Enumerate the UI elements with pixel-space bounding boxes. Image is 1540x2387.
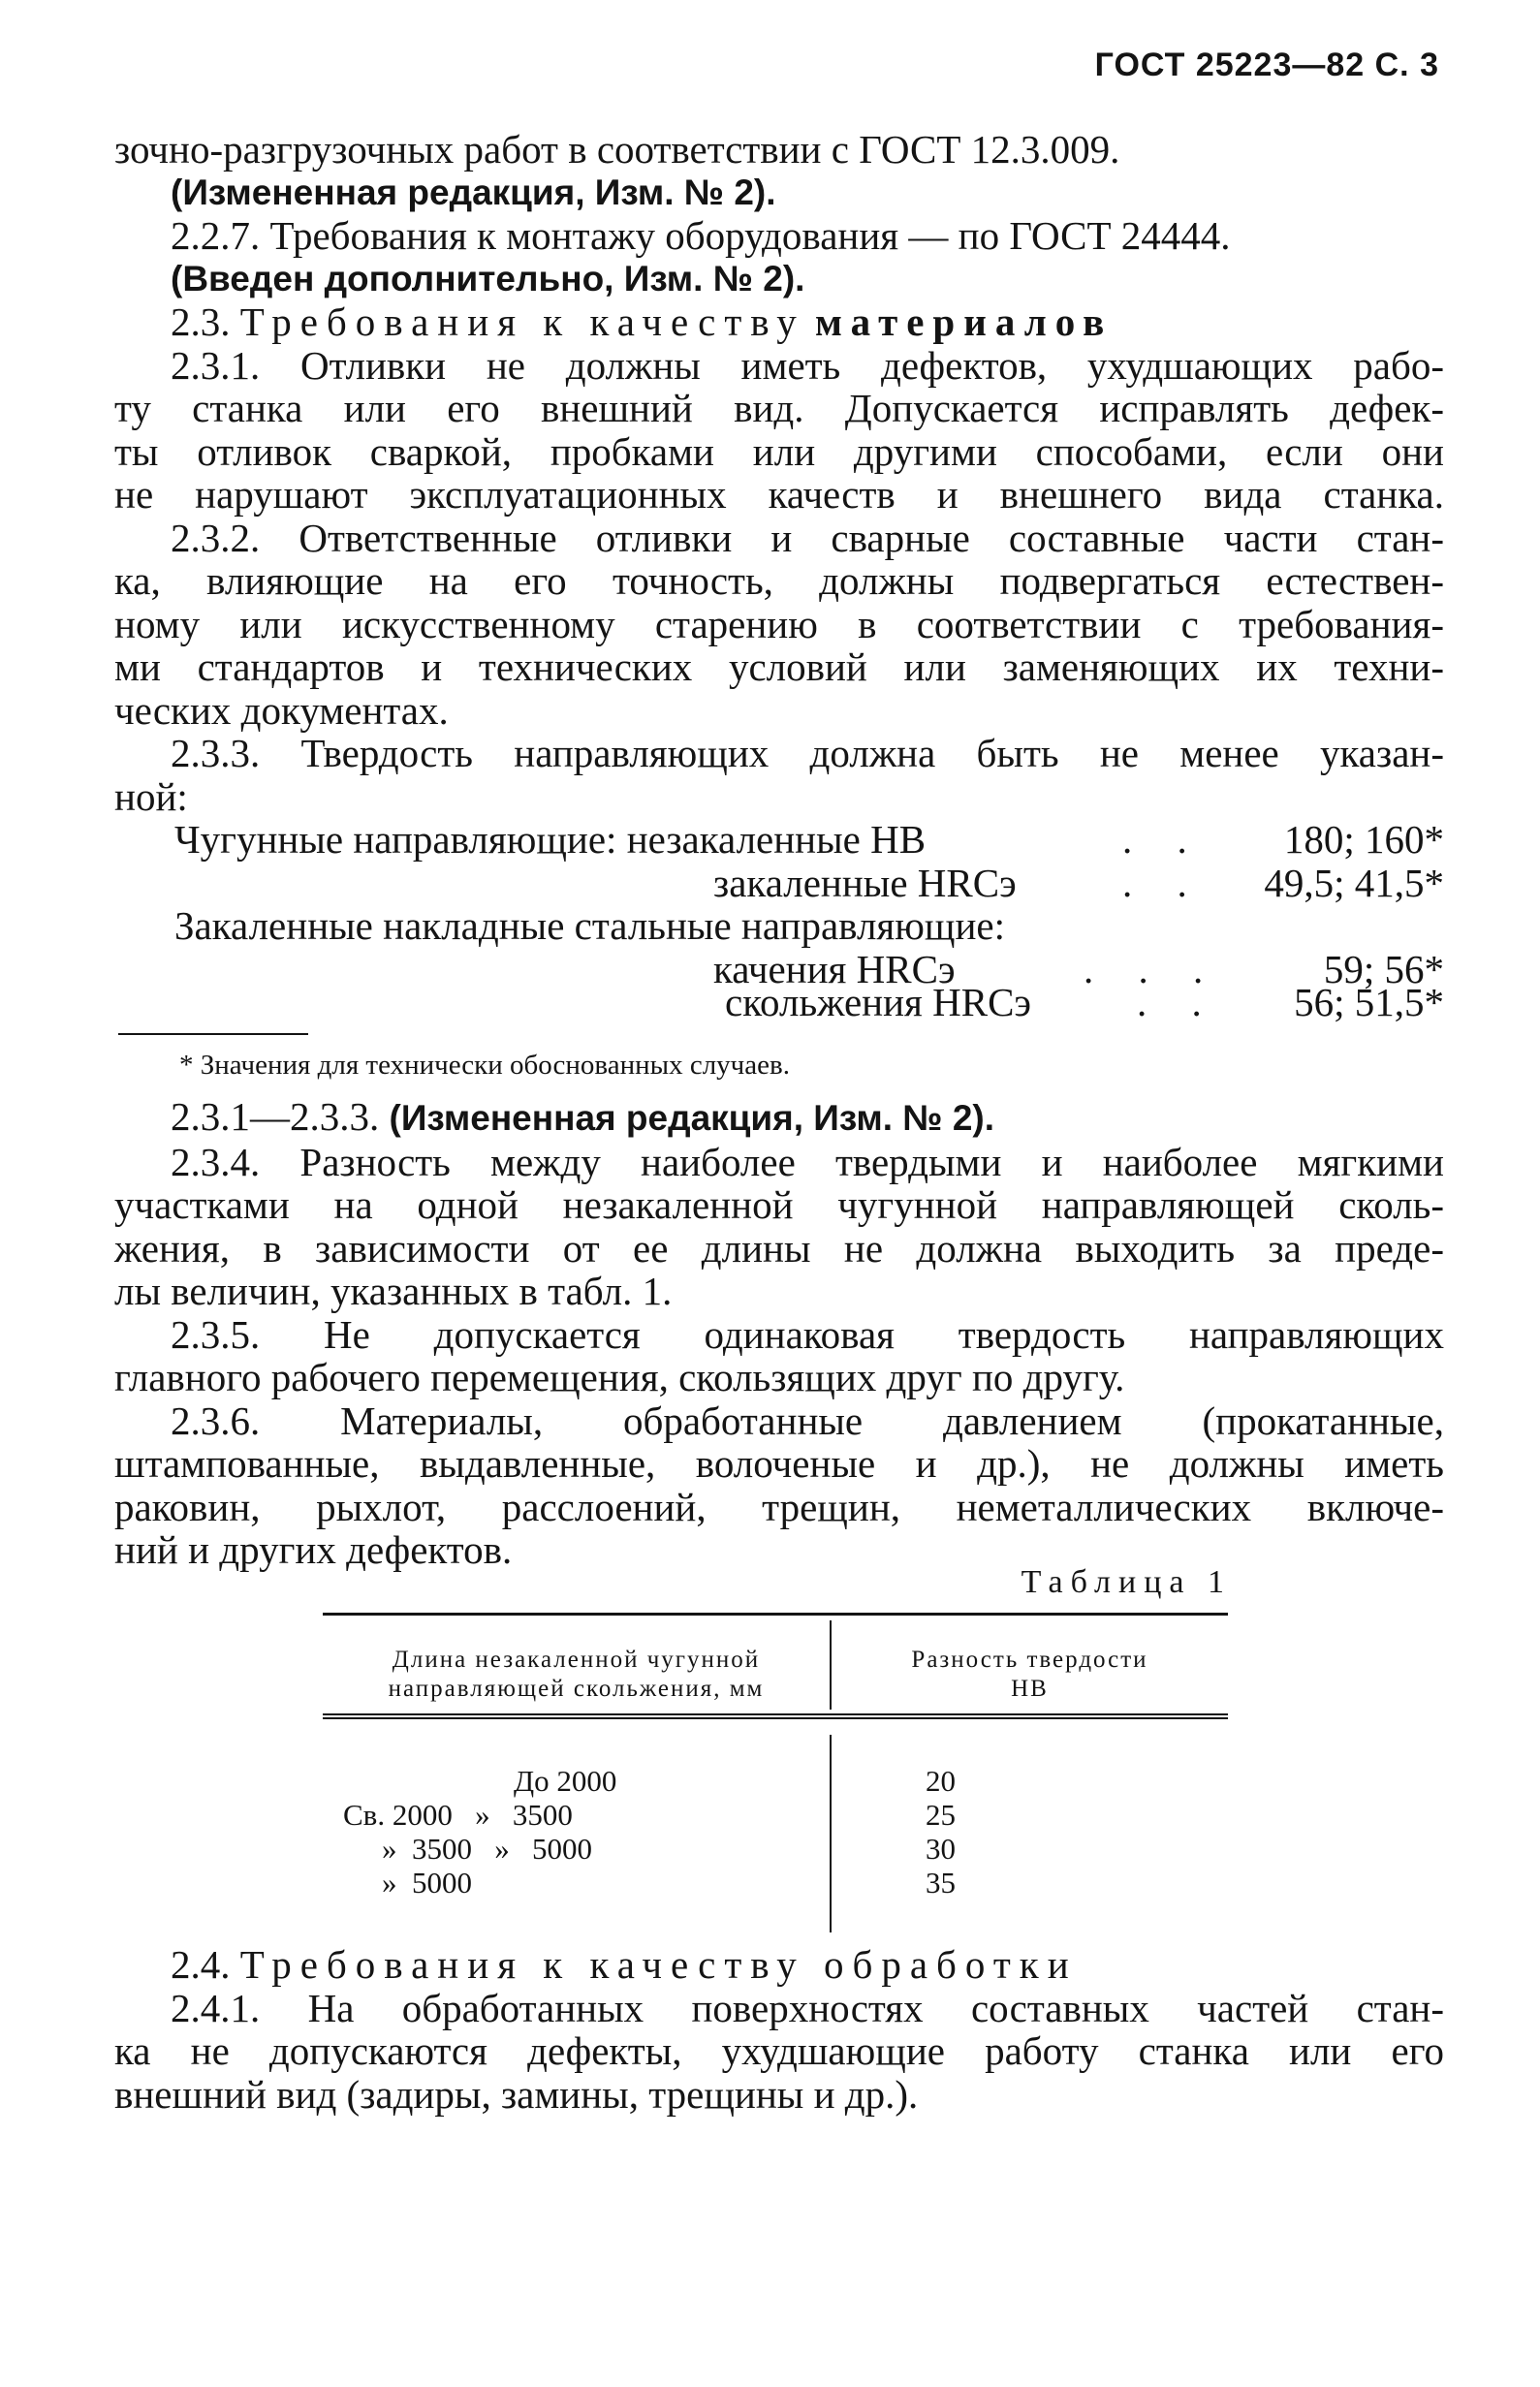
section-heading [114, 1943, 1444, 1987]
leader-dots: . . . [1084, 946, 1221, 991]
body-top [114, 128, 1444, 990]
table-header-rule [323, 1717, 1228, 1719]
paragraph-line: ту станка или его внешний вид. Допускается исправлять дефек- [114, 386, 1444, 430]
section-range: 2.3.1—2.3.3. [171, 1094, 380, 1139]
section-number: 2.3. [171, 299, 231, 344]
paragraph-line: 2.3.1. Отливки не должны иметь дефектов, ухудшающих рабо- [171, 342, 1444, 388]
paragraph-line: ты отливок сваркой, пробками или другими способами, если они [114, 428, 1444, 474]
hardness-label: Чугунные направляющие: незакаленные HB [174, 817, 927, 862]
header-line: Длина незакаленной чугунной [392, 1647, 761, 1673]
hardness-row [114, 818, 1444, 862]
table-caption: Таблица 1 [1021, 1564, 1232, 1600]
paragraph-line: 2.3.6. Материалы, обработанные давлением (прокатанные, [171, 1398, 1444, 1443]
hardness-list [114, 981, 1444, 1024]
footnote-rule [118, 1033, 308, 1035]
hardness-label: качения HRCэ [713, 946, 956, 991]
paragraph-line: участками на одной незакаленной чугунной направляющей сколь- [114, 1182, 1444, 1227]
column-header-hardness [832, 1646, 1228, 1704]
paragraph-line: 2.3.5. Не допускается одинаковая твердость направляющих [171, 1311, 1444, 1357]
body-bottom [114, 1943, 1444, 2116]
footnote: * Значения для технически обоснованных случаев. [179, 1050, 790, 1081]
table-header-rule [323, 1713, 1228, 1715]
table-top-rule [323, 1613, 1228, 1616]
paragraph: 2.2.7. Требования к монтажу оборудования — по ГОСТ 24444. [171, 213, 1231, 258]
hardness-value: 49,5; 41,5* [1264, 860, 1444, 905]
hardness-label: закаленные HRCэ [713, 860, 1017, 905]
paragraph-line: раковин, рыхлот, расслоений, трещин, неметаллических включе- [114, 1484, 1444, 1529]
paragraph-line: жения, в зависимости от ее длины не должна выходить за преде- [114, 1225, 1444, 1271]
paragraph-line: главного рабочего перемещения, скользящих друг по другу. [114, 1355, 1125, 1399]
table-body-divider [830, 1735, 832, 1932]
table-cell-hardness: 25 [926, 1798, 956, 1832]
paragraph-line: ной: [114, 773, 188, 819]
table-cell-length: До 2000 [514, 1764, 617, 1798]
section-heading [114, 300, 1444, 344]
table-cell-length: » 5000 [382, 1866, 472, 1900]
hardness-value: 56; 51,5* [1294, 980, 1444, 1024]
table-cell-length: Св. 2000 » 3500 [343, 1798, 573, 1832]
paragraph-line: 2.4.1. На обработанных поверхностях составных частей стан- [171, 1985, 1444, 2030]
hardness-row [114, 904, 1444, 948]
table-cell-hardness: 35 [926, 1866, 956, 1900]
hardness-row [114, 981, 1444, 1024]
paragraph-line: ческих документах. [114, 687, 449, 733]
paragraph-line: 2.3.4. Разность между наиболее твердыми и наиболее мягкими [171, 1139, 1444, 1184]
page-header: ГОСТ 25223—82 С. 3 [1094, 47, 1439, 83]
section-number: 2.4. [171, 1942, 231, 1987]
section-title: Требования к качеству [239, 299, 805, 344]
table-cell-hardness: 20 [926, 1764, 956, 1798]
paragraph-line: ному или искусственному старению в соответствии с требования- [114, 601, 1444, 646]
amendment-note: (Введен дополнительно, Изм. № 2). [171, 258, 805, 298]
hardness-last-row [114, 981, 1444, 1024]
paragraph-line: 2.3.2. Ответственные отливки и сварные составные части стан- [171, 515, 1444, 560]
amendment-line [114, 1095, 1444, 1141]
paragraph-line: 2.3.3. Твердость направляющих должна быть не менее указан- [171, 731, 1444, 775]
paragraph-line: ми стандартов и технических условий или заменяющих их техни- [114, 644, 1444, 689]
table-cell-hardness: 30 [926, 1832, 956, 1866]
paragraph-line: ка не допускаются дефекты, ухудшающие работу станка или его [114, 2028, 1444, 2073]
hardness-label: Закаленные накладные стальные направляющие: [174, 903, 1006, 948]
paragraph-line: штампованные, выдавленные, волоченые и др.), не должны иметь [114, 1441, 1444, 1486]
hardness-difference-table [323, 1613, 1228, 1932]
header-line: HB [1011, 1676, 1049, 1702]
amendment-note: (Измененная редакция, Изм. № 2). [171, 172, 776, 212]
section-title: Требования к качеству обработки [239, 1942, 1078, 1987]
hardness-value: 59; 56* [1323, 946, 1444, 991]
paragraph-line: не нарушают эксплуатационных качеств и внешнего вида станка. [114, 472, 1444, 517]
paragraph-line: ка, влияющие на его точность, должны подвергаться естествен- [114, 558, 1444, 603]
hardness-label: скольжения HRCэ [725, 980, 1032, 1024]
paragraph-line: лы величин, указанных в табл. 1. [114, 1269, 673, 1313]
paragraph-line: ний и других дефектов. [114, 1527, 513, 1572]
hardness-list [114, 818, 1444, 990]
hardness-row [114, 862, 1444, 905]
leader-dots: . . [1122, 817, 1205, 862]
header-line: Разность твердости [911, 1647, 1148, 1673]
leader-dots: . . [1137, 980, 1219, 1024]
paragraph: зочно-разгрузочных работ в соответствии с ГОСТ 12.3.009. [114, 127, 1120, 172]
paragraph-line: внешний вид (задиры, замины, трещины и др.). [114, 2071, 919, 2117]
header-line: направляющей скольжения, мм [388, 1676, 765, 1702]
amendment-note: (Измененная редакция, Изм. № 2). [389, 1098, 995, 1138]
section-title-bold: материалов [814, 299, 1114, 344]
hardness-value: 180; 160* [1283, 817, 1444, 862]
table-cell-length: » 3500 » 5000 [382, 1832, 592, 1866]
body-middle [114, 1095, 1444, 1572]
leader-dots: . . [1122, 860, 1205, 905]
column-header-length [323, 1646, 830, 1704]
